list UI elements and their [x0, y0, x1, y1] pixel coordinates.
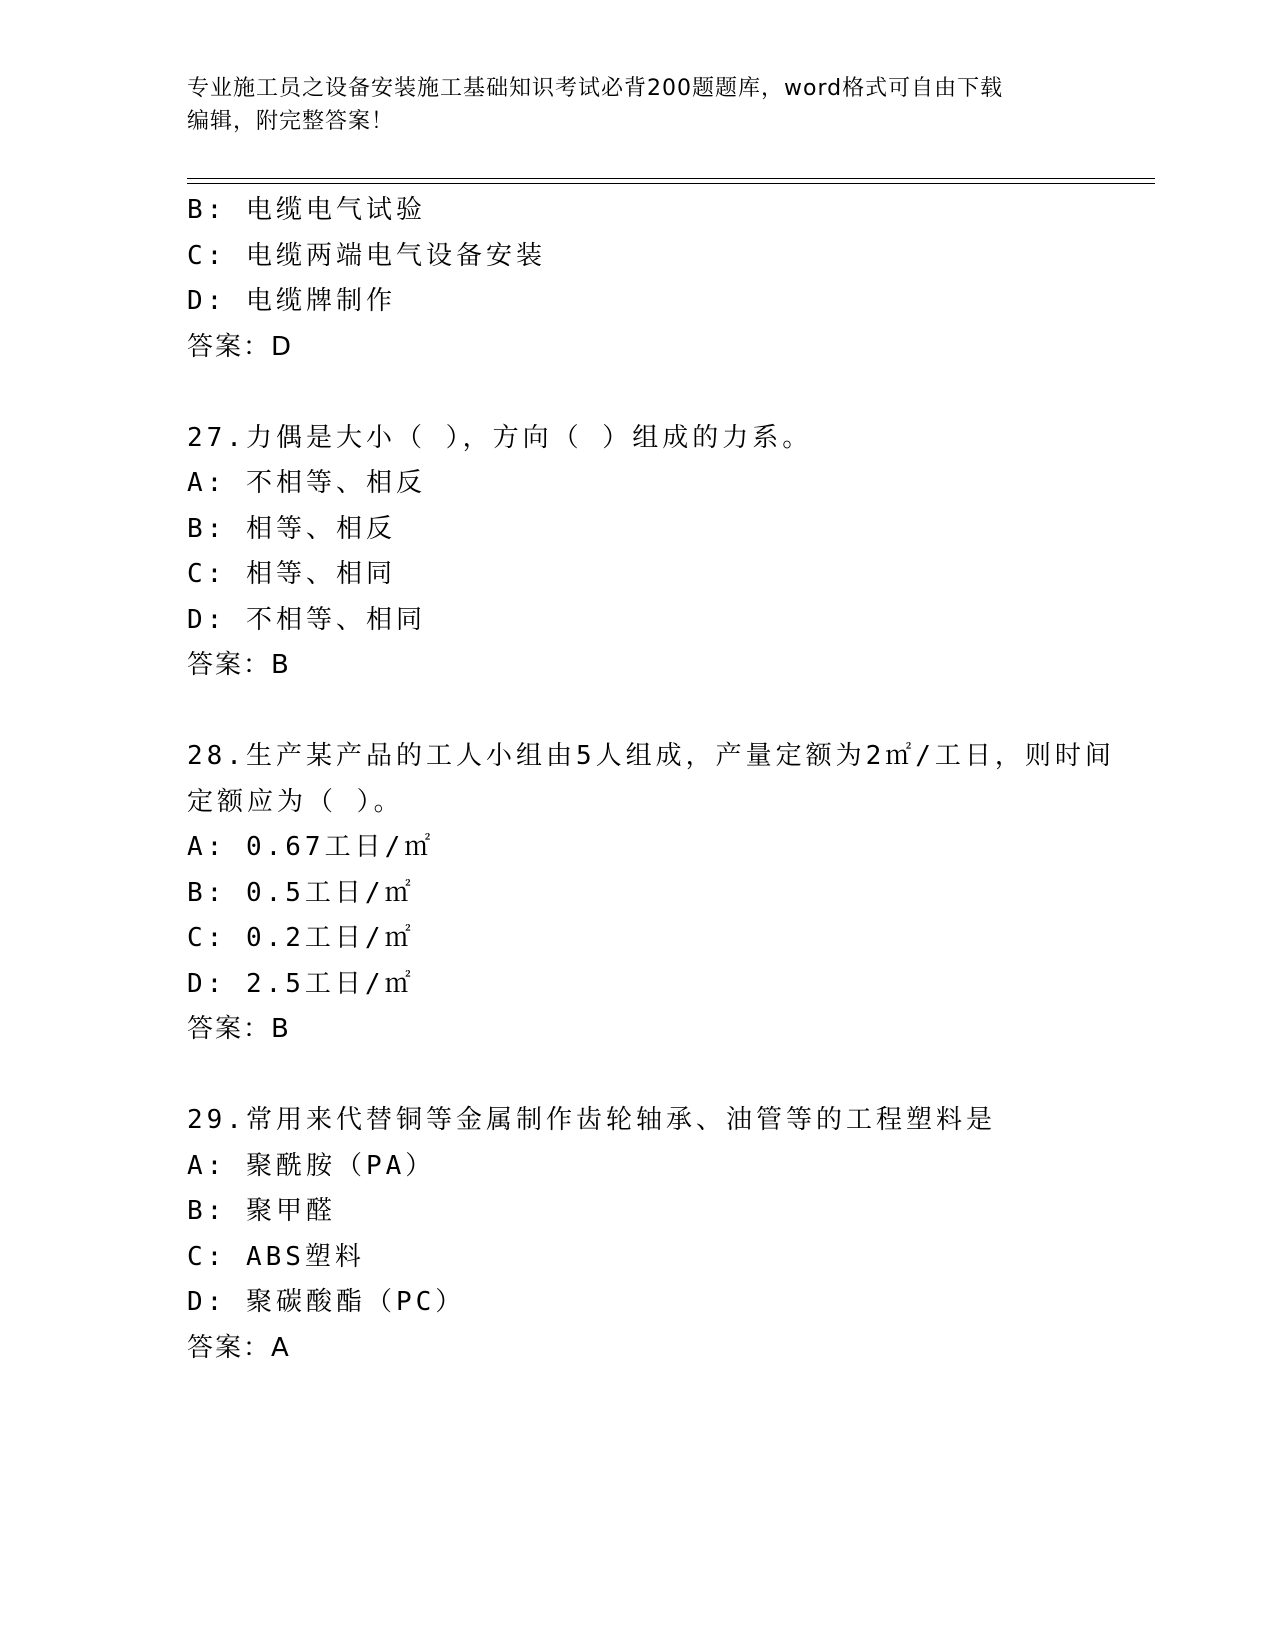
option-b: B: 电缆电气试验 [187, 195, 426, 225]
option-b: B: 相等、相反 [187, 513, 396, 544]
question-list [187, 188, 1155, 1371]
option-a: A: 不相等、相反 [187, 468, 426, 498]
option-d: D: 不相等、相同 [187, 604, 426, 635]
option-c: C: 相等、相同 [187, 559, 396, 589]
question-stem-line-1: 28.生产某产品的工人小组由5人组成，产量定额为2㎡/工日，则时间 [187, 741, 1115, 771]
header-divider-bottom [187, 183, 1155, 184]
option-d: D: 电缆牌制作 [187, 286, 396, 316]
question-stem-line-2: 定额应为（ ）。 [187, 786, 404, 817]
document-header [187, 72, 1087, 138]
header-title-line-2: 编辑，附完整答案！ [187, 109, 395, 134]
spacer [187, 370, 1155, 416]
option-b: B: 0.5工日/㎡ [187, 877, 415, 908]
option-a: A: 聚酰胺（PA） [187, 1150, 436, 1181]
option-d: D: 聚碳酸酯（PC） [187, 1287, 466, 1317]
option-c: C: ABS塑料 [187, 1241, 365, 1272]
answer-label: 答案：B [187, 1014, 291, 1044]
spacer [187, 1053, 1155, 1099]
answer-label: 答案：D [187, 331, 294, 362]
question-26-continued [187, 188, 1155, 370]
question-28 [187, 734, 1155, 1053]
header-title-line-1: 专业施工员之设备安装施工基础知识考试必背200题题库，word格式可自由下载 [187, 76, 1004, 101]
question-stem: 29.常用来代替铜等金属制作齿轮轴承、油管等的工程塑料是 [187, 1105, 996, 1135]
question-27 [187, 416, 1155, 689]
answer-label: 答案：A [187, 1332, 291, 1363]
option-b: B: 聚甲醛 [187, 1196, 336, 1226]
question-29 [187, 1098, 1155, 1371]
spacer [187, 689, 1155, 735]
option-d: D: 2.5工日/㎡ [187, 968, 415, 999]
option-c: C: 0.2工日/㎡ [187, 923, 415, 953]
header-divider-top [187, 178, 1155, 179]
question-stem: 27.力偶是大小（ ），方向（ ）组成的力系。 [187, 422, 813, 453]
option-c: C: 电缆两端电气设备安装 [187, 240, 546, 271]
option-a: A: 0.67工日/㎡ [187, 832, 435, 862]
answer-label: 答案：B [187, 650, 291, 680]
